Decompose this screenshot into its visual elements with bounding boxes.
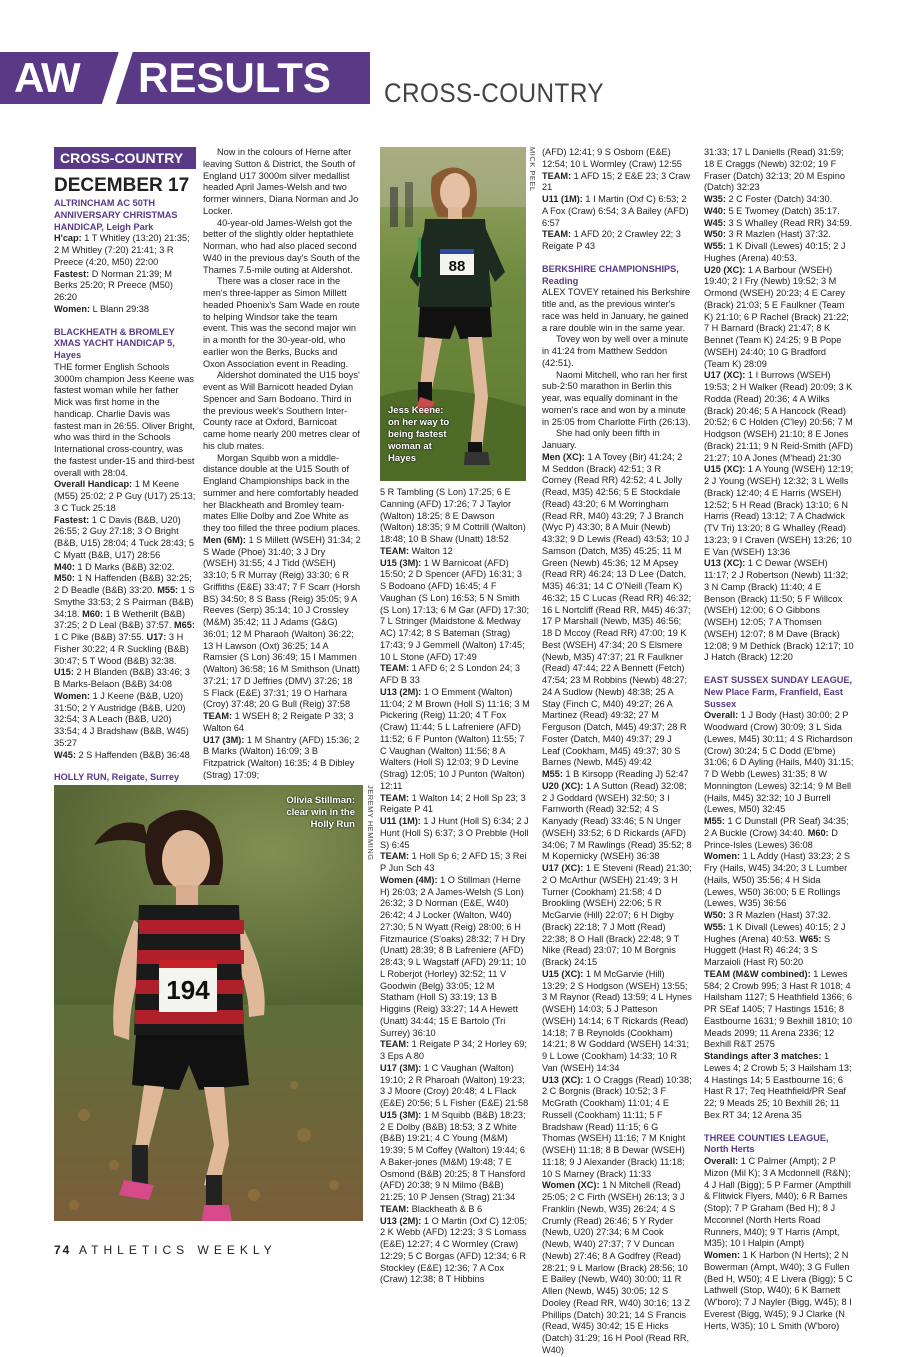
label: Women: (54, 690, 91, 701)
label: U20 (XC): (542, 780, 584, 791)
label: H'cap: (54, 233, 82, 244)
result-text: 1 Holl Sp 6; 2 AFD 15; 3 Rei P Jun Sch 43 (380, 851, 527, 873)
column-3 (380, 487, 530, 1285)
page-number: 74 (54, 1243, 72, 1257)
label: TEAM: (380, 851, 410, 862)
label: M65: (174, 620, 195, 631)
label: W55: (704, 921, 726, 932)
result-text: 1 O Martin (Oxf C) 12:05; 2 K Webb (AFD) 12:23; 3 S Lomass (E&E) 12:27; 4 C Wormley (Craw) 12:29; 5 C Borgas (AFD) 12:34; 6 R Stockley (E&E) 12:36; 7 A Cox (Craw) 12:38; 8 T Hibbins (380, 1215, 528, 1285)
label: W65: (799, 933, 822, 944)
result-text: D Prince-Isles (Lewes) 36:08 (704, 827, 838, 850)
result-text: 1 M Squibb (B&B) 18:23; 2 E Dolby (B&B) 18:53; 3 Z White (B&B) 19:21; 4 C Young (M&M) 19:39; 5 M Coffey (Walton) 19:44; 6 A Baker-jones (M&M) 19:48; 7 E Osmond (B&B) 20:25; 8 T Hansford (AFD) 20:38; 9 N Milmo (B&B) 21:25; 10 P Jensen (Strag) 21:34 (380, 1109, 526, 1202)
result-text: 1 B Wetherilt (B&B) 37:25; 2 D Leal (B&B) 37:57. (54, 608, 186, 631)
result-text: Walton 12 (411, 545, 453, 556)
label: TEAM: (542, 170, 572, 181)
result-text: 1 N Mitchell (Read) 25:05; 2 C Firth (WSEH) 26:13; 3 J Franklin (Newb, W35) 26:24; 4 S Crumly (Read) 26:46; 5 Y Ryder (Newb, U20) 27:34; 6 M Cook (Newb, W40) 27:37; 7 V Duncan (Newb) 27:46; 8 A Godfrey (Read) 28:21; 9 L Marlow (Brack) 28:56; 10 E Bailey (Newb, W40) 30:00; 11 R Allen (Newb, W45) 30:05; 12 S Dooley (Read RR, W40) 30:16; 13 Z Phillips (Datch) 30:21; 14 S Francis (Read, W45) 30:42; 15 E Hicks (Datch) 31:29; 16 H Pool (Read RR, W40) (542, 1180, 691, 1355)
label: TEAM: (380, 1203, 410, 1214)
label: U13 (XC): (704, 558, 746, 569)
masthead-slash (101, 50, 134, 108)
result-text: 1 Lewes 4; 2 Crowb 5; 3 Hailsham 13; 4 Hastings 14; 5 Eastbourne 16; 6 Hast R 17; 7eq Heathfield/PR Seaf 22; 9 Meads 25; 10 Bexhill 26; 11 Bex RT 34; 12 Arena 35 (704, 1051, 852, 1120)
result-text: 1 K Divall (Lewes) 40:15; 2 J Hughes (Arena) 40:53. (704, 921, 846, 944)
label: W45: (704, 217, 726, 228)
result-text: 1 K Harbon (N Herts); 2 N Bowerman (Ampt, W40); 3 G Fullen (Bed H, W50); 4 E Livera (Bigg); 5 C Lathwell (Stop, W40); 6 K Barnett (W'boro); 7 J Nayler (Bigg, W45); 8 I Everest (Bigg, W45); 9 J Clarke (N Herts, W35); 10 L Smith (W'boro) (704, 1250, 853, 1331)
result-text: 1 A Barbour (WSEH) 19:40; 2 I Fry (Newb) 19:52; 3 M Ormond (WSEH) 20:23; 4 E Carey (Brack) 21:03; 5 E Faulkner (Team K) 21:10; 6 P Rachel (Brack) 21:22; 7 H Barnard (Brack) 21:47; 8 K Bennet (Team K) 24:25; 9 B Pope (WSEH) 24:40; 10 G Bradford (Team K) 28:09 (704, 264, 849, 369)
result-text: 1 J Hunt (Holl S) 6:34; 2 J Hunt (Holl S) 6:37; 3 O Prebble (Holl S) 6:45 (380, 816, 529, 850)
result-text: 1 C Vaughan (Walton) 19:10; 2 R Pharoah (Walton) 19:23; 3 J Moore (Croy) 20:48; 4 L Flack (E&E) 20:56; 5 L Fisher (E&E) 21:58 (380, 1062, 529, 1108)
report-text: She had only been fifth in January. (542, 428, 660, 450)
masthead-results: RESULTS (138, 54, 331, 101)
result-text: 1 B Kirsopp (Reading J) 52:47 (565, 769, 689, 779)
section-tag: CROSS-COUNTRY (54, 147, 196, 169)
report-text: Aldershot dominated the U15 boys' event as Will Barnicott headed Dylan Spencer and Sam Bodoano. Third in the previous week's Southern Inter-County race at Oxford, Barnicoat came home nearly 200 metres clear of his club mates. (203, 370, 360, 451)
label: M55: (704, 816, 725, 826)
result-text: 1 C Davis (B&B, U20) 26:55; 2 Guy 27:18; 3 O Bright (B&B, U15) 28:04; 4 Tuck 28:43; 5 C Myatt (B&B, U17) 28:56 (54, 514, 194, 560)
label: U15: (54, 667, 74, 678)
label: Women: (704, 1250, 741, 1260)
result-text: S Huggett (Hast R) 46:24; 3 S Marzaioli (Hast R) 50:20 (704, 933, 831, 967)
report-text: Tovey won by well over a minute in 41:24 from Matthew Seddon (42:51). (542, 334, 689, 368)
label: M50: (54, 573, 75, 584)
result-text: 1 C Pike (B&B) 37:55. (54, 632, 144, 642)
result-text: Blackheath & B 6 (411, 1203, 483, 1214)
label: U15 (3M): (380, 1109, 422, 1120)
page-footer (54, 1243, 277, 1257)
caption-line: Jess Keene: (388, 405, 444, 416)
result-text: 1 Walton 14; 2 Holl Sp 23; 3 Reigate P 41 (380, 792, 526, 815)
photo-jess-keene (380, 147, 526, 481)
race-heading: HOLLY RUN, Reigate, Surrey (54, 772, 180, 783)
result-text: 1 C Palmer (Ampt); 2 P Mizon (Mil K); 3 A Mcdonnell (R&N); 4 J Hall (Bigg); 5 P Farmer (Ampthill & Flitwick Flyers, M40); 6 R Barnes (Stop); 7 P Graham (Bed H); 8 J Mcconnel (North Herts Road Runners, M40); 9 T Harris (Ampt, M35); 10 I Halpin (Ampt) (704, 1156, 851, 1249)
result-text: 31:33; 17 L Daniells (Read) 31:59; 18 E Craggs (Newb) 32:02; 19 F Fraser (Datch) 32:13; 20 M Espino (Datch) 32:23 (704, 147, 845, 193)
photo-caption (388, 405, 449, 465)
result-text: 1 AFD 15; 2 E&E 23; 3 Craw 21 (542, 170, 691, 193)
result-text: D Norman 21:39; M Berks 25:20; R Preece (M50) 26:20 (54, 268, 173, 302)
report-text: Naomi Mitchell, who ran her first sub-2:50 marathon in Berlin this year, was equally dominant in the women's race and won by a minute in 25:05 from Charlotte Firth (26:13). (542, 369, 691, 427)
result-text: 3 R Mazlen (Hast) 37:32. (728, 910, 831, 920)
label: Men (XC): (542, 451, 585, 462)
date-heading: DECEMBER 17 (54, 175, 190, 196)
result-text: 1 AFD 20; 2 Crawley 22; 3 Reigate P 43 (542, 229, 681, 251)
result-text: 1 O Emment (Walton) 11:04; 2 M Brown (Holl S) 11:16; 3 M Pickering (Reig) 11:20; 4 T Fox (Craw) 11:44; 5 L Lafreniere (AFD) 11:52; 6 F Punton (Walton) 11:55; 7 C Vaughan (Walton) 11:56; 8 A Walters (Holl S) 12:03; 9 D Levine (Strag) 12:05; 10 J Punton (Walton) 12:11 (380, 686, 530, 791)
result-text: 1 J Keene (B&B, U20) 31:50; 2 Y Austridge (B&B, U20) 32:54; 3 A Leach (B&B, U20) 33:54; 4 J Bradshaw (B&B, W45) 35:27 (54, 690, 189, 748)
label: M40: (54, 561, 75, 572)
race-heading: EAST SUSSEX SUNDAY LEAGUE, New Place Farm, Franfield, East Sussex (704, 675, 853, 709)
label: W55: (704, 241, 726, 251)
label: U13 (2M): (380, 686, 422, 697)
result-text: 1 W Barnicoat (AFD) 15:50; 2 D Spencer (AFD) 16:31; 3 S Bodoano (AFD) 16:45; 4 F Vaughan (S Lon) 16:53; 5 N Smith (S Lon) 17:13; 6 M Gar (AFD) 17:30; 7 L Stringer (Maidstone & Medway AC) 17:42; 8 S Bateman (Strag) 17:43; 9 J Gemmell (Walton) 17:45; 10 L Stone (AFD) 17:49 (380, 557, 530, 662)
result-text: 1 S Smythe 33:53; 2 S Pairman (B&B) 34:18. (54, 585, 195, 619)
result-text: 1 J Body (Hast) 30:00; 2 P Woodward (Crow) 30:09; 3 L Sida (Lewes, M45) 30:11; 4 S Richardson (Crow) 30:24; 5 C Dodd (E'bme) 31:06; 6 D Ayling (Hails, M40) 31:15; 7 D Webb (Lewes) 31:35; 8 W Monnington (Lewes) 32:14; 9 M Bell (Hails, M45) 32:32; 10 J Burrell (Lewes, M50) 32:45 (704, 710, 854, 815)
results-masthead (0, 52, 370, 104)
result-text: 1 O Craggs (Read) 10:38; 2 C Borgnis (Brack) 10:52; 3 F McGrath (Cookham) 11:01; 4 E Russell (Cookham) 11:11; 5 F Bradshaw (Read) 11:15; 6 G Thomas (WSEH) 11:16; 7 M Knight (WSEH) 11:18; 8 B Dewar (WSEH) 11:18; 9 J Alexander (Brack) 11:18; 10 S Marney (Brack) 11:33 (542, 1074, 692, 1179)
caption-line: woman at (388, 441, 432, 452)
result-text: 3 H Fisher 30:22; 4 R Suckling (B&B) 30:47; 5 T Wood (B&B) 32:38. (54, 632, 189, 666)
race-heading: BERKSHIRE CHAMPIONSHIPS, Reading (542, 263, 679, 286)
result-text: 1 T Whitley (13:20) 21:35; 2 M Whitley (7:20) 21:41; 3 R Preece (4:20, M50) 22:00 (54, 233, 190, 267)
label: Women: (54, 303, 91, 314)
caption-line: Olivia Stillman: (286, 795, 355, 806)
label: Standings after 3 matches: (704, 1051, 822, 1061)
label: TEAM: (380, 792, 410, 803)
label: W40: (704, 205, 726, 216)
label: Women (4M): (380, 874, 438, 885)
label: W50: (704, 910, 726, 920)
bib-number: 88 (448, 258, 466, 275)
result-text: L Blann 29:38 (92, 303, 150, 314)
label: Men (6M): (203, 534, 246, 545)
report-text: There was a closer race in the men's three-lapper as Simon Millett headed Phoenix's Sam Wade en route to helping Windsor take the team event. This was the second major win in a month for the 30-year-old, who earlier won the Berks, Bucks and Oxon Association event in Reading. (203, 276, 360, 369)
result-text: (AFD) 12:41; 9 S Osborn (E&E) 12:54; 10 L Wormley (Craw) 12:55 (542, 147, 682, 169)
label: U13 (XC): (542, 1074, 584, 1085)
race-heading: ALTRINCHAM AC 50TH ANNIVERSARY CHRISTMAS HANDICAP, Leigh Park (54, 198, 178, 232)
result-text: 1 S Millett (WSEH) 31:34; 2 S Wade (Phoe) 31:40; 3 J Dry (WSEH) 31:55; 4 J Tidd (WSEH) 33:10; 5 R Murray (Reig) 33:30; 6 R Griffiths (E&E) 33:47; 7 F Scarr (Horsh BS) 34:50; 8 S Bass (Reig) 35:05; 9 A Reeves (Serp) 35:14; 10 J Crossley (M&M) 35:42; 11 J Adams (G&G) 36:01; 12 M Pharaoh (Walton) 36:22; 13 H Lawson (Oxt) 36:25; 14 A Ramsier (S Lon) 36:49; 15 I Mammen (Walton) 36:58; 16 M Smithson (Unatt) 37:21; 17 D Jeffries (DMV) 37:26; 18 S Flack (E&E) 37:31; 19 O Harhara (Croy) 37:48; 20 G Bull (Reig) 37:58 (203, 534, 361, 710)
result-text: 1 C Dunstall (PR Seaf) 34:35; 2 A Buckle (Crow) 34:40. (704, 816, 849, 838)
result-text: 1 E Steveni (Read) 21:30; 2 O McArthur (WSEH) 21:49; 3 H Turner (Cookham) 21:58; 4 D Brookling (WSEH) 22:06; 5 R McGarvie (Hill) 22:07; 6 H Digby (Brack) 22:18; 7 J Mott (Read) 22:38; 8 O Hall (Brack) 22:48; 9 T Nike (Read) 23:07; 10 M Borgnis (Brack) 24:15 (542, 863, 692, 967)
result-text: 3 R Mazlen (Hast) 37:32. (728, 229, 831, 240)
caption-line: clear win in the (286, 807, 355, 818)
runner-photo-illustration (54, 785, 363, 1221)
label: Overall: (704, 710, 739, 721)
label: M55: (542, 769, 563, 779)
result-text: 1 A Tovey (Bir) 41:24; 2 M Seddon (Brack) 42:51; 3 R Corney (Read RR) 42:52; 4 L Jolly (Read, M35) 42:56; 5 E Stockdale (Read) 43:20; 6 M Worringham (Read RR, M40) 43:29; 7 J Branch (Wyc P) 43:30; 8 A Muir (Newb) 43:32; 9 D Lewis (Read) 43:53; 10 J Samson (Datch, M35) 45:25; 11 M Green (Newb) 45:36; 12 M Apsey (Read RR) 46:24; 13 D Lee (Datch, M35) 46:31; 14 C O'Neill (Team K) 46:32; 15 C Lucas (Read RR) 46:32; 16 L Nortcliff (Read RR, M45) 46:37; 17 P Marshall (Newb, M35) 46:56; 18 D Mccoy (Read RR) 47:00; 19 K Best (WSEH) 47:34; 20 S Elsmere (Newb, M35) 47:37; 21 R Faulkner (Read) 47:44; 22 A Bennett (Fetch) 47:54; 23 M Robbins (Newb) 48:27; 24 A Sudlow (Newb) 48:38; 25 A Stay (Finch C, M40) 49:27; 26 A Martinez (Read) 49:32; 27 M Ferguson (Datch, M45) 49:37; 28 R Foster (Datch, M40) 49:37; 29 J Leaf (Cookham, M45) 49:37; 30 S Barnes (Newb, M45) 49:42 (542, 451, 692, 768)
result-text: 1 I Burrows (WSEH) 19:53; 2 H Walker (Read) 20:09; 3 K Rodda (Read) 20:36; 4 A Wilks (Brack) 20:46; 5 A Hancock (Read) 20:52; 6 C Holden (C'ley) 20:56; 7 M Hodgson (WSEH) 21:10; 8 E Jones (Brack) 21:11; 9 N Reid-Smith (AFD) 21:27; 10 A Jones (M'head) 21:30 (704, 370, 853, 463)
result-text: 1 A Sutton (Read) 32:08; 2 J Goddard (WSEH) 32:50; 3 I Farnworth (Read) 32:52; 4 S Kanyady (Read) 33:46; 5 N Unger (WSEH) 33:52; 6 D Rickards (AFD) 34:06; 7 M Rawlings (Read) 35:52; 8 M Kopernicky (WSEH) 36:38 (542, 780, 692, 862)
result-text: 1 K Divall (Lewes) 40:15; 2 J Hughes (Arena) 40:53. (704, 241, 846, 263)
result-text: 1 M Keene (M55) 25:02; 2 P Guy (U17) 25:13; 3 C Tuck 25:18 (54, 479, 196, 513)
result-text: 1 O Stillman (Herne H) 26:03; 2 A James-Welsh (S Lon) 26:32; 3 D Norman (E&E, W40) 26:42; 4 J Locker (Walton, W40) 27:30; 5 N Wyatt (Reig) 28:00; 6 H Fitzmaurice (S'oaks) 28:32; 7 H Dry (Unatt) 28:39; 8 B Lafreniere (AFD) 28:43; 9 L Wagstaff (AFD) 29:11; 10 L Roberjot (Horley) 32:52; 11 V Goodwin (Belg) 33:05; 12 M Statham (Holl S) 33:19; 13 B Higgins (Reig) 33:27; 14 A Hewett (Unatt) 34:44; 15 E Bartolo (Tri Surrey) 36:10 (380, 874, 527, 1038)
label: U17 (XC): (542, 863, 584, 873)
label: Women (XC): (542, 1180, 600, 1191)
result-text: 1 I Martin (Oxf C) 6:53; 2 A Fox (Craw) 6:54; 3 A Bailey (AFD) 6:57 (542, 194, 689, 228)
label: Fastest: (54, 514, 90, 525)
caption-line: Hayes (388, 453, 416, 464)
label: U17 (XC): (704, 370, 746, 381)
label: TEAM: (380, 1039, 410, 1050)
caption-line: being fastest (388, 429, 447, 440)
label: TEAM: (203, 711, 233, 721)
label: U15 (3M): (380, 557, 422, 568)
report-text: Now in the colours of Herne after leaving Sutton & District, the South of England U17 3000m silver medallist headed April James-Welsh and two former winners, Diana Norman and Jo Locker. (203, 147, 359, 216)
label: U15 (XC): (704, 464, 746, 475)
report-text: Morgan Squibb won a middle-distance double at the U15 South of England Championships back in the summer and here comfortably headed her Blackheath and Bromley team-mates Ellie Dolby and Zoe White as they too filled the three podium places. (203, 452, 361, 533)
result-text: 2 H Blanden (B&B) 33:46; 3 B Marks-Belaon (B&B) 34:08 (54, 667, 190, 689)
report-text: 40-year-old James-Welsh got the better of the slightly older heptathlete Norman, who had also placed second W40 in the previous day's South of the Thames 7.5-mile outing at Aldershot. (203, 217, 361, 275)
label: M60: (82, 608, 104, 619)
label: U15 (XC): (542, 968, 584, 979)
label: W50: (704, 229, 726, 240)
label: U13 (2M): (380, 1215, 422, 1226)
result-text: 1 D Marks (B&B) 32:02. (77, 561, 175, 572)
label: M55: (157, 585, 179, 595)
result-text: 1 A Young (WSEH) 12:19; 2 J Young (WSEH) 12:32; 3 L Wells (Brack) 12:40; 4 E Harris (WSEH) 12:52; 5 H Read (Brack) 13:10; 6 N Harris (Read) 13:12; 7 A Chadwick (TV Tri) 13:20; 8 G Whalley (Read) 13:23; 9 I Craven (WSEH) 13:26; 10 E Van (WSEH) 13:36 (704, 464, 854, 557)
result-text: 1 WSEH 8; 2 Reigate P 33; 3 Walton 64 (203, 711, 354, 733)
column-4 (542, 147, 692, 1355)
label: U17 (3M): (203, 734, 245, 745)
result-text: 1 C Dewar (WSEH) 11:17; 2 J Robertson (Newb) 11:32; 3 N Camp (Brack) 11:40; 4 E Benson (Brack) 11:50; 5 F Willcox (WSEH) 12:00; 6 O Gibbons (WSEH) 12:05; 7 A Thomsen (WSEH) 12:07; 8 M Dave (Brack) 12:08; 9 M Dethick (Brack) 12:17; 10 J Hatch (Brack) 12:20 (704, 558, 854, 663)
result-text: 1 N Haffenden (B&B) 32:25; 2 D Beadle (B&B) 33:20. (54, 573, 192, 595)
result-text: 3 S Whalley (Read RR) 34:59. (728, 217, 853, 228)
result-text: 1 L Addy (Hast) 33:23; 2 S Fry (Hails, W45) 34:20; 3 L Lumber (Hails, W50) 35:56; 4 H Sida (Lewes, W50) 36:00; 5 E Rollings (Lewes, W35) 36:56 (704, 851, 851, 909)
result-text: 1 Reigate P 34; 2 Horley 69; 3 Eps A 80 (380, 1039, 527, 1061)
result-text: 1 Lewes 584; 2 Crowb 995; 3 Hast R 1018; 4 Hailsham 1127; 5 Heathfield 1366; 6 PR SEaf 1405; 7 Hastings 1516; 8 Eastbourne 1631; 9 Bexhill 1810; 10 Meads 2099; 11 Arena 2336; 12 Bexhill R&T 2575 (704, 968, 853, 1050)
column-2 (203, 147, 361, 783)
label: Overall Handicap: (54, 479, 133, 490)
result-text: 1 M Shantry (AFD) 15:36; 2 B Marks (Walton) 16:09; 3 B Fitzpatrick (Walton) 16:35; 4 B Dibley (Strag) 17:09; (203, 734, 360, 780)
result-text: 1 M McGarvie (Hill) 13:29; 2 S Hodgson (WSEH) 13:55; 3 M Raynor (Read) 13:59; 4 L Hynes (WSEH) 14:03; 5 J Patteson (WSEH) 14:14; 6 T Rickards (Read) 14:18; 7 B Reynolds (Cookham) 14:21; 8 W Goddard (WSEH) 14:31; 9 L Lowe (Cookham) 14:33; 10 R Van (WSEH) 14:34 (542, 968, 692, 1073)
report-text: THE former English Schools 3000m champion Jess Keene was fastest woman while her father Mick was first home in the handicap. Charlie Davis was fastest man in 26:55. Oliver Bright, who was third in the Schools International cross-country, was the fastest under-15 and third-best overall with 28:04. (54, 361, 195, 478)
caption-line: on her way to (388, 417, 450, 428)
photo-credit: MICK PEEL (528, 147, 537, 192)
result-text: 5 E Twomey (Datch) 35:17. (728, 205, 840, 216)
label: Overall: (704, 1156, 739, 1166)
label: U17: (146, 632, 167, 642)
masthead-aw: AW (14, 54, 80, 101)
label: U11 (1M): (380, 816, 421, 826)
publication-name: ATHLETICS WEEKLY (79, 1243, 277, 1257)
result-text: 5 R Tambling (S Lon) 17:25; 6 E Canning (AFD) 17:26; 7 J Taylor (Walton) 18:25; 8 E Dawson (Walton) 18:35; 9 M Cottrill (Walton) 18:48; 10 B Shaw (Unatt) 18:52 (380, 487, 526, 544)
label: W45: (54, 749, 76, 760)
race-heading: THREE COUNTIES LEAGUE, North Herts (704, 1132, 829, 1155)
label: TEAM (M&W combined): (704, 968, 811, 979)
photo-credit: JEREMY HEMMING (366, 785, 375, 861)
label: Women: (704, 851, 741, 862)
label: M60: (807, 827, 829, 838)
race-heading: BLACKHEATH & BROMLEY XMAS YACHT HANDICAP 5, Hayes (54, 326, 175, 360)
report-text: ALEX TOVEY retained his Berkshire title and, as the previous winter's race was held in January, he gained a rare double win in the same year. (542, 287, 691, 333)
result-text: 2 C Foster (Datch) 34:30. (728, 194, 833, 204)
label: U20 (XC): (704, 264, 746, 275)
photo-olivia-stillman (54, 785, 363, 1221)
section-title: CROSS-COUNTRY (384, 78, 605, 108)
label: U17 (3M): (380, 1062, 422, 1073)
result-text: 2 S Haffenden (B&B) 36:48 (78, 749, 190, 760)
result-text: 1 AFD 6; 2 S London 24; 3 AFD B 33 (380, 663, 520, 685)
label: Fastest: (54, 268, 90, 279)
photo-caption (286, 795, 355, 831)
label: W35: (704, 194, 726, 204)
label: U11 (1M): (542, 194, 583, 204)
caption-line: Holly Run (310, 819, 355, 830)
label: TEAM: (542, 229, 572, 240)
column-1 (54, 147, 197, 783)
label: TEAM: (380, 663, 410, 674)
label: TEAM: (380, 545, 410, 556)
bib-number: 194 (166, 975, 210, 1005)
column-5 (704, 147, 854, 1331)
